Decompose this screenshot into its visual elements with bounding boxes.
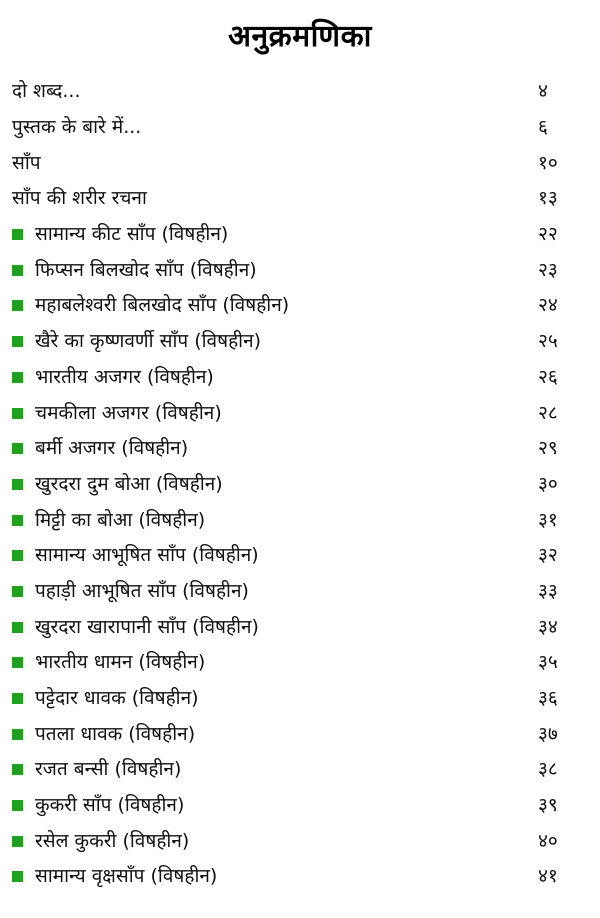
toc-entry	[12, 431, 588, 467]
green-square-bullet-icon	[12, 871, 23, 882]
toc-entry	[12, 716, 588, 752]
toc-entry	[12, 752, 588, 788]
green-square-bullet-icon	[12, 408, 23, 419]
toc-entry-page-number: ३५	[538, 651, 558, 674]
toc-entry-label: कुकरी साँप (विषहीन)	[35, 794, 185, 817]
toc-entry-label: खुरदरा खारापानी साँप (विषहीन)	[35, 615, 259, 638]
toc-entry-page-number: २६	[538, 365, 558, 388]
toc-entry-page-number: २८	[538, 401, 558, 424]
green-square-bullet-icon	[12, 657, 23, 668]
toc-entry-page-number: ३७	[538, 722, 558, 745]
toc-entry-page-number: ३६	[538, 687, 558, 710]
toc-entry-page-number: ६	[538, 116, 548, 139]
green-square-bullet-icon	[12, 229, 23, 240]
toc-entry	[12, 681, 588, 717]
toc-entry-label: साँप	[12, 151, 41, 174]
toc-entry-page-number: १३	[538, 187, 558, 210]
toc-entry-label: दो शब्द...	[12, 80, 81, 103]
toc-entry-label: सामान्य वृक्षसाँप (विषहीन)	[35, 865, 218, 888]
toc-entry-label: भारतीय अजगर (विषहीन)	[35, 365, 214, 388]
green-square-bullet-icon	[12, 300, 23, 311]
toc-entry	[12, 859, 588, 895]
toc-entry	[12, 823, 588, 859]
toc-entry	[12, 360, 588, 396]
page-title: अनुक्रमणिका	[228, 19, 372, 54]
toc-entry	[12, 645, 588, 681]
toc-entry-page-number: ३२	[538, 544, 558, 567]
toc-entry	[12, 574, 588, 610]
toc-entry	[12, 467, 588, 503]
toc-entry-page-number: १०	[538, 151, 558, 174]
green-square-bullet-icon	[12, 693, 23, 704]
green-square-bullet-icon	[12, 586, 23, 597]
green-square-bullet-icon	[12, 265, 23, 276]
toc-entry-page-number: २४	[538, 294, 558, 317]
toc-entry-label: फिप्सन बिलखोद साँप (विषहीन)	[35, 258, 257, 281]
green-square-bullet-icon	[12, 515, 23, 526]
green-square-bullet-icon	[12, 622, 23, 633]
toc-entry-label: चमकीला अजगर (विषहीन)	[35, 401, 222, 424]
toc-entry-label: सामान्य कीट साँप (विषहीन)	[35, 223, 229, 246]
green-square-bullet-icon	[12, 336, 23, 347]
green-square-bullet-icon	[12, 836, 23, 847]
toc-entry-page-number: ४१	[538, 865, 558, 888]
toc-entry	[12, 502, 588, 538]
toc-entry	[12, 252, 588, 288]
toc-entry-page-number: ३१	[538, 508, 558, 531]
toc-entry-page-number: ३८	[538, 758, 558, 781]
table-of-contents	[12, 74, 588, 895]
toc-entry	[12, 145, 588, 181]
green-square-bullet-icon	[12, 764, 23, 775]
toc-entry-page-number: ३९	[538, 794, 558, 817]
toc-entry-label: खुरदरा दुम बोआ (विषहीन)	[35, 472, 223, 495]
toc-entry	[12, 538, 588, 574]
toc-entry-page-number: ३४	[538, 615, 558, 638]
green-square-bullet-icon	[12, 479, 23, 490]
toc-entry-label: रसेल कुकरी (विषहीन)	[35, 829, 190, 852]
toc-entry-label: सामान्य आभूषित साँप (विषहीन)	[35, 544, 259, 567]
toc-entry	[12, 110, 588, 146]
toc-entry	[12, 74, 588, 110]
toc-entry-label: भारतीय धामन (विषहीन)	[35, 651, 206, 674]
toc-entry-page-number: ३०	[538, 472, 558, 495]
toc-entry-label: पट्टेदार धावक (विषहीन)	[35, 687, 199, 710]
toc-entry-page-number: ३३	[538, 579, 558, 602]
toc-entry	[12, 181, 588, 217]
toc-entry-page-number: ४	[538, 80, 548, 103]
toc-entry	[12, 609, 588, 645]
toc-entry-label: पुस्तक के बारे में...	[12, 116, 142, 139]
toc-entry	[12, 324, 588, 360]
toc-entry-label: मिट्टी का बोआ (विषहीन)	[35, 508, 206, 531]
green-square-bullet-icon	[12, 550, 23, 561]
toc-entry-label: रजत बन्सी (विषहीन)	[35, 758, 182, 781]
toc-entry-label: बर्मी अजगर (विषहीन)	[35, 437, 189, 460]
green-square-bullet-icon	[12, 443, 23, 454]
toc-entry-label: पहाड़ी आभूषित साँप (विषहीन)	[35, 579, 249, 602]
toc-entry-label: साँप की शरीर रचना	[12, 187, 147, 210]
toc-entry-page-number: २९	[538, 437, 558, 460]
toc-entry-label: पतला धावक (विषहीन)	[35, 722, 196, 745]
toc-entry	[12, 788, 588, 824]
toc-entry	[12, 288, 588, 324]
green-square-bullet-icon	[12, 800, 23, 811]
toc-entry	[12, 395, 588, 431]
toc-entry-page-number: २२	[538, 223, 558, 246]
toc-entry	[12, 217, 588, 253]
green-square-bullet-icon	[12, 372, 23, 383]
toc-entry-page-number: २३	[538, 258, 558, 281]
toc-entry-page-number: ४०	[538, 829, 558, 852]
toc-entry-page-number: २५	[538, 330, 558, 353]
toc-entry-label: महाबलेश्वरी बिलखोद साँप (विषहीन)	[35, 294, 290, 317]
toc-entry-label: खैरे का कृष्णवर्णी साँप (विषहीन)	[35, 330, 262, 353]
green-square-bullet-icon	[12, 729, 23, 740]
